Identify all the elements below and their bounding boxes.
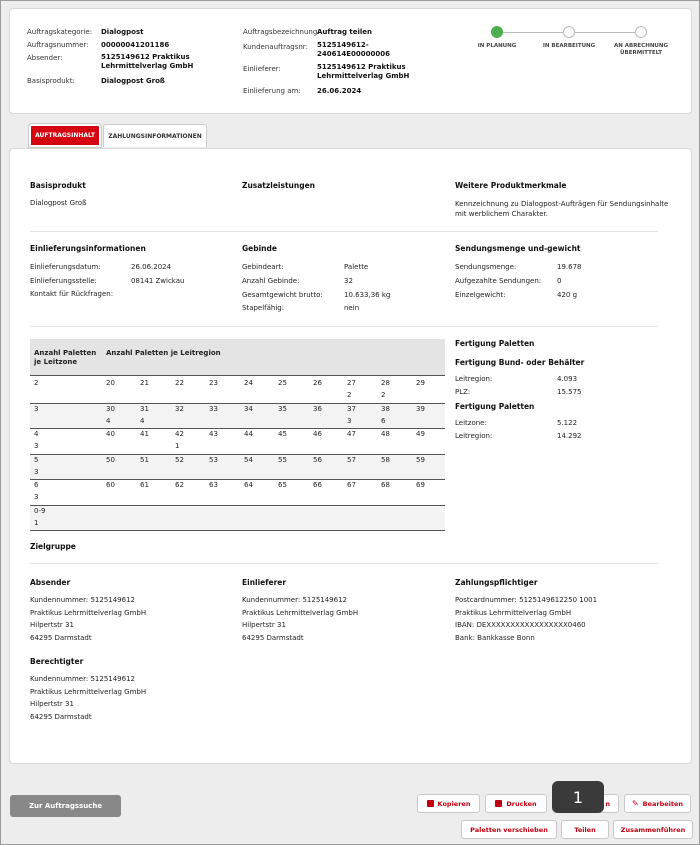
- region-cell: 25: [278, 379, 287, 387]
- region-cell: 21: [140, 379, 149, 387]
- step-dot-billing: [635, 26, 647, 38]
- region-cell: 53: [209, 455, 218, 464]
- region-cell: 63: [209, 481, 218, 489]
- delivery-office-value: 08141 Zwickau: [131, 277, 185, 285]
- authorized-line: 64295 Darmstadt: [30, 713, 92, 721]
- row-separator: [30, 505, 445, 506]
- region-cell: 58: [381, 455, 390, 464]
- region-count-cell: 3: [347, 416, 352, 425]
- row-separator: [30, 454, 445, 455]
- row-separator: [30, 428, 445, 429]
- stepper-line-1: [503, 32, 569, 33]
- region-count-cell: 6: [381, 416, 386, 425]
- order-category-label: Auftragskategorie:: [27, 28, 93, 36]
- table-row: [30, 403, 445, 428]
- gross-weight-value: 10.633,36 kg: [344, 291, 391, 299]
- extra-shipments-label: Aufgezahlte Sendungen:: [455, 277, 542, 285]
- region-cell: 52: [175, 455, 184, 464]
- delivery-date-value: 26.06.2024: [317, 87, 362, 95]
- region-cell: 24: [244, 379, 253, 387]
- deliverer-line: Kundennummer: 5125149612: [242, 596, 347, 604]
- zone-cell: 4: [34, 430, 39, 438]
- move-pallets-button[interactable]: Paletten verschieben: [461, 820, 557, 839]
- region-cell: 44: [244, 430, 253, 438]
- payer-line: Postcardnummer: 5125149612250 1001: [455, 596, 598, 604]
- delivery-office-label: Einlieferungsstelle:: [30, 277, 97, 285]
- pencil-icon: ✎: [631, 799, 639, 808]
- region-cell: 20: [106, 379, 115, 387]
- container-type-label: Gebindeart:: [242, 263, 284, 271]
- printer-icon: [495, 800, 502, 807]
- region-cell: 67: [347, 481, 356, 489]
- payer-heading: Zahlungspflichtiger: [455, 578, 538, 587]
- base-product-label: Basisprodukt:: [27, 77, 75, 85]
- region-cell: 32: [175, 404, 184, 413]
- table-row: [30, 428, 445, 453]
- region-cell: 43: [209, 430, 218, 438]
- table-row: [30, 377, 445, 402]
- region-cell: 42: [175, 430, 184, 438]
- region-cell: 48: [381, 430, 390, 438]
- region-cell: 26: [313, 379, 322, 387]
- step-label-planning: IN PLANUNG: [477, 43, 517, 49]
- region-count-cell: 4: [106, 416, 111, 425]
- deliverer-line: 64295 Darmstadt: [242, 634, 304, 642]
- customer-order-no-label: Kundenauftragsnr:: [243, 43, 308, 51]
- step-label-processing: IN BEARBEITUNG: [542, 43, 596, 49]
- pallet-zone-value: 5.122: [557, 419, 578, 427]
- region-cell: 36: [313, 404, 322, 413]
- order-title-label: Auftragsbezeichnung:: [243, 28, 320, 36]
- edit-button[interactable]: [624, 794, 691, 813]
- delivery-info-heading: Einlieferungsinformationen: [30, 244, 146, 253]
- contact-label: Kontakt für Rückfragen:: [30, 290, 114, 298]
- bundle-plz-value: 15.575: [557, 388, 582, 396]
- container-type-value: Palette: [344, 263, 369, 271]
- pallets-table-header: [30, 339, 445, 376]
- region-count-cell: 4: [140, 416, 145, 425]
- extra-shipments-value: 0: [557, 277, 562, 285]
- region-cell: 65: [278, 481, 287, 489]
- divider: [30, 563, 658, 564]
- table-row: [30, 454, 445, 479]
- region-cell: 28: [381, 379, 390, 387]
- zone-cell: 0-9: [34, 506, 46, 515]
- zone-cell: 2: [34, 379, 39, 387]
- step-label-billing: AN ABRECHNUNG ÜBERMITTELT: [613, 43, 669, 56]
- region-cell: 50: [106, 455, 115, 464]
- order-number-label: Auftragsnummer:: [27, 41, 89, 49]
- zone-count-cell: 3: [34, 493, 39, 501]
- deliverer-heading: Einlieferer: [242, 578, 287, 587]
- order-title-value: Auftrag teilen: [317, 28, 373, 36]
- region-cell: 47: [347, 430, 356, 438]
- zone-column-header: Anzahl Paletten je Leitzone: [34, 349, 97, 366]
- pallet-production-heading: Fertigung Paletten: [455, 339, 535, 348]
- region-cell: 45: [278, 430, 287, 438]
- payer-line: Praktikus Lehrmittelverlag GmbH: [455, 609, 572, 617]
- order-category-value: Dialogpost: [101, 28, 144, 36]
- authorized-heading: Berechtigter: [30, 657, 84, 666]
- sender-line: 64295 Darmstadt: [30, 634, 92, 642]
- table-row: [30, 479, 445, 504]
- order-number-value: 00000041201186: [101, 41, 170, 49]
- shipment-quantity-heading: Sendungsmenge und-gewicht: [455, 244, 581, 253]
- copy-button-label: Kopieren: [437, 799, 471, 808]
- region-cell: 37: [347, 404, 356, 413]
- region-cell: 64: [244, 481, 253, 489]
- authorized-line: Kundennummer: 5125149612: [30, 675, 135, 683]
- region-cell: 62: [175, 481, 184, 489]
- print-button-label: Drucken: [506, 799, 537, 808]
- container-count-value: 32: [344, 277, 353, 285]
- sender-line: Kundennummer: 5125149612: [30, 596, 135, 604]
- region-cell: 46: [313, 430, 322, 438]
- step-number-badge: 1: [552, 781, 604, 813]
- region-count-cell: 2: [347, 391, 352, 399]
- region-cell: 51: [140, 455, 149, 464]
- region-cell: 54: [244, 455, 253, 464]
- shipment-quantity-value: 19.678: [557, 263, 582, 271]
- further-features-heading: Weitere Produktmerkmale: [455, 181, 567, 190]
- order-header-card: [9, 8, 692, 114]
- copy-icon: [427, 800, 434, 807]
- region-cell: 66: [313, 481, 322, 489]
- container-count-label: Anzahl Gebinde:: [242, 277, 300, 285]
- sender-line: Praktikus Lehrmittelverlag GmbH: [30, 609, 147, 617]
- region-cell: 30: [106, 404, 115, 413]
- zone-cell: 3: [34, 404, 39, 413]
- pallets-table: [30, 339, 445, 529]
- step-dot-processing: [563, 26, 575, 38]
- region-cell: 34: [244, 404, 253, 413]
- deliverer-line: Hilpertstr 31: [242, 621, 286, 629]
- merge-button[interactable]: Zusammenführen: [613, 820, 693, 839]
- container-heading: Gebinde: [242, 244, 277, 253]
- region-column-header: Anzahl Paletten je Leitregion: [106, 349, 221, 357]
- region-cell: 27: [347, 379, 356, 387]
- hidden-action-label: n: [605, 799, 610, 808]
- copy-button[interactable]: [417, 794, 480, 813]
- delivery-date-label: Einlieferung am:: [243, 87, 301, 95]
- sender-value: 5125149612 Praktikus Lehrmittelverlag GmbH: [101, 53, 194, 70]
- zone-cell: 6: [34, 481, 39, 489]
- pallet-zone-label: Leitzone:: [455, 419, 487, 427]
- region-cell: 33: [209, 404, 218, 413]
- back-to-search-button[interactable]: Zur Auftragssuche: [10, 795, 121, 817]
- bundle-plz-label: PLZ:: [455, 388, 471, 396]
- region-cell: 55: [278, 455, 287, 464]
- region-cell: 56: [313, 455, 322, 464]
- region-cell: 29: [416, 379, 425, 387]
- region-cell: 61: [140, 481, 149, 489]
- tab-order-content[interactable]: AUFTRAGSINHALT: [29, 124, 101, 147]
- sender-label: Absender:: [27, 54, 63, 62]
- step-dot-planning: [491, 26, 503, 38]
- pallet-region-label: Leitregion:: [455, 432, 493, 440]
- region-cell: 31: [140, 404, 149, 413]
- authorized-line: Hilpertstr 31: [30, 700, 74, 708]
- print-button[interactable]: [485, 794, 547, 813]
- region-cell: 22: [175, 379, 184, 387]
- stackable-value: nein: [344, 304, 360, 312]
- region-cell: 39: [416, 404, 425, 413]
- authorized-line: Praktikus Lehrmittelverlag GmbH: [30, 688, 147, 696]
- region-cell: 59: [416, 455, 425, 464]
- row-separator: [30, 403, 445, 404]
- row-separator: [30, 479, 445, 480]
- delivery-date-value-2: 26.06.2024: [131, 263, 172, 271]
- shipment-quantity-label: Sendungsmenge:: [455, 263, 517, 271]
- gross-weight-label: Gesamtgewicht brutto:: [242, 291, 323, 299]
- delivery-date-label-2: Einlieferungsdatum:: [30, 263, 101, 271]
- region-cell: 49: [416, 430, 425, 438]
- region-cell: 38: [381, 404, 390, 413]
- region-cell: 57: [347, 455, 356, 464]
- table-row: [30, 505, 445, 530]
- deliverer-line: Praktikus Lehrmittelverlag GmbH: [242, 609, 359, 617]
- zone-count-cell: 1: [34, 518, 39, 527]
- single-weight-value: 420 g: [557, 291, 578, 299]
- split-button[interactable]: Teilen: [561, 820, 609, 839]
- region-count-cell: 1: [175, 442, 180, 450]
- bundle-production-heading: Fertigung Bund- oder Behälter: [455, 358, 585, 367]
- base-product-value: Dialogpost Groß: [101, 77, 165, 85]
- region-cell: 60: [106, 481, 115, 489]
- divider: [30, 231, 658, 232]
- single-weight-label: Einzelgewicht:: [455, 291, 506, 299]
- target-group-heading: Zielgruppe: [30, 542, 76, 551]
- edit-button-label: Bearbeiten: [642, 799, 684, 808]
- sender-line: Hilpertstr 31: [30, 621, 74, 629]
- tab-payment-info[interactable]: ZAHLUNGSINFORMATIONEN: [103, 124, 207, 147]
- pallet-region-value: 14.292: [557, 432, 582, 440]
- zone-cell: 5: [34, 455, 39, 464]
- bundle-region-value: 4.093: [557, 375, 578, 383]
- divider: [30, 326, 658, 327]
- customer-order-no-value: 5125149612- 240614E00000006: [317, 41, 390, 58]
- payer-line: IBAN: DEXXXXXXXXXXXXXXXXX0460: [455, 621, 586, 629]
- base-product-heading: Basisprodukt: [30, 181, 86, 190]
- zone-count-cell: 3: [34, 467, 39, 476]
- payer-line: Bank: Bankkasse Bonn: [455, 634, 535, 642]
- region-cell: 68: [381, 481, 390, 489]
- stepper-line-2: [575, 32, 641, 33]
- bundle-region-label: Leitregion:: [455, 375, 493, 383]
- region-count-cell: 2: [381, 391, 386, 399]
- table-bottom-border: [30, 530, 445, 531]
- additional-services-heading: Zusatzleistungen: [242, 181, 316, 190]
- region-cell: 23: [209, 379, 218, 387]
- region-cell: 40: [106, 430, 115, 438]
- base-product-text: Dialogpost Groß: [30, 199, 87, 207]
- sender-heading: Absender: [30, 578, 71, 587]
- deliverer-value: 5125149612 Praktikus Lehrmittelverlag GmbH: [317, 63, 410, 80]
- deliverer-label: Einlieferer:: [243, 65, 281, 73]
- region-cell: 35: [278, 404, 287, 413]
- pallet-production-subheading: Fertigung Paletten: [455, 402, 535, 411]
- region-cell: 69: [416, 481, 425, 489]
- further-features-text: Kennzeichnung zu Dialogpost-Aufträgen für Sendungsinhalte mit werblichem Charakter.: [455, 200, 669, 218]
- zone-count-cell: 3: [34, 442, 39, 450]
- stackable-label: Stapelfähig:: [242, 304, 285, 312]
- region-cell: 41: [140, 430, 149, 438]
